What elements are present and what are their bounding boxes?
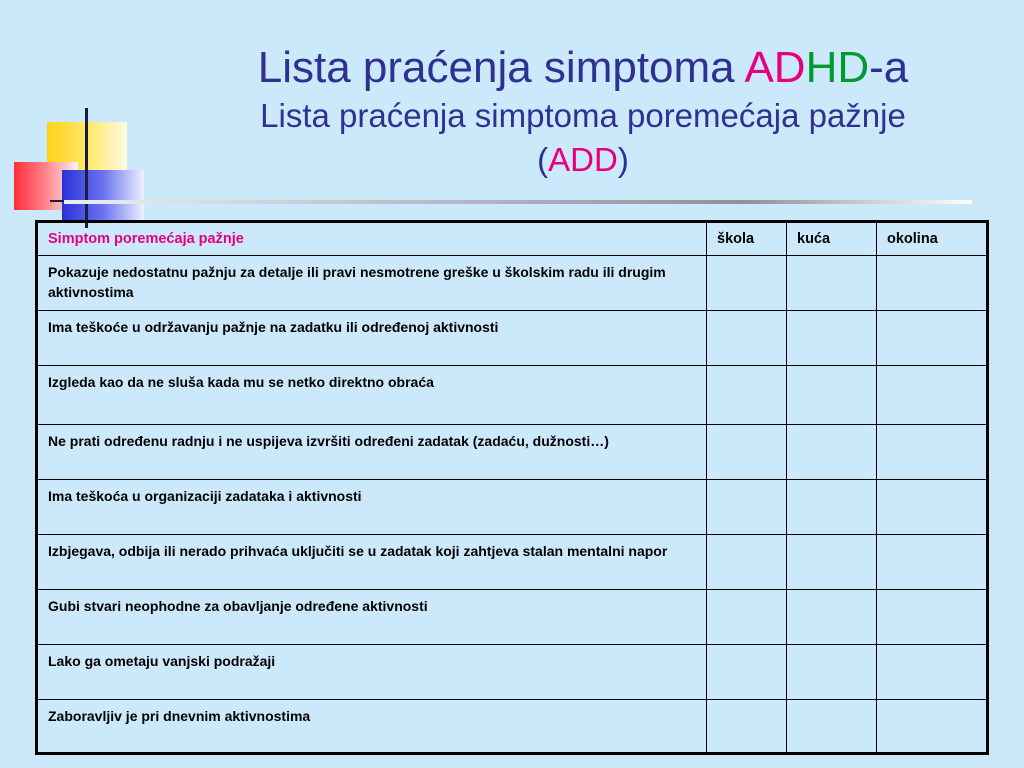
title-underline-rule [64, 200, 972, 204]
title-ad: AD [744, 43, 806, 92]
subtitle-add: ADD [548, 141, 618, 178]
title-hd: HD [805, 43, 870, 92]
okolina-cell[interactable] [877, 700, 988, 754]
okolina-cell[interactable] [877, 366, 988, 425]
subtitle-add-line [190, 138, 976, 182]
table-row [37, 480, 988, 535]
symptom-cell: Izgleda kao da ne sluša kada mu se netko direktno obraća [37, 366, 707, 425]
okolina-cell[interactable] [877, 645, 988, 700]
okolina-cell[interactable] [877, 535, 988, 590]
table-row [37, 645, 988, 700]
okolina-cell[interactable] [877, 311, 988, 366]
skola-cell[interactable] [707, 425, 787, 480]
title-suffix: -a [869, 43, 909, 92]
symptom-cell: Lako ga ometaju vanjski podražaji [37, 645, 707, 700]
title-line-1 [190, 42, 976, 94]
table-header-row [37, 222, 988, 256]
skola-cell[interactable] [707, 645, 787, 700]
symptom-cell: Izbjegava, odbija ili nerado prihvaća uključiti se u zadatak koji zahtjeva stalan mentalni napor [37, 535, 707, 590]
symptom-cell: Gubi stvari neophodne za obavljanje određene aktivnosti [37, 590, 707, 645]
symptom-cell: Ne prati određenu radnju i ne uspijeva izvršiti određeni zadatak (zadaću, dužnosti…) [37, 425, 707, 480]
symptom-cell: Ima teškoće u održavanju pažnje na zadatku ili određenoj aktivnosti [37, 311, 707, 366]
table-row [37, 256, 988, 311]
symptom-cell: Zaboravljiv je pri dnevnim aktivnostima [37, 700, 707, 754]
skola-cell[interactable] [707, 256, 787, 311]
title-text: Lista praćenja simptoma [257, 43, 745, 92]
okolina-cell[interactable] [877, 480, 988, 535]
header-okolina: okolina [877, 222, 988, 256]
skola-cell[interactable] [707, 311, 787, 366]
paren-open: ( [537, 141, 549, 178]
logo-vertical-line [85, 108, 88, 228]
okolina-cell[interactable] [877, 425, 988, 480]
kuca-cell[interactable] [787, 535, 877, 590]
header-kuca: kuća [787, 222, 877, 256]
kuca-cell[interactable] [787, 425, 877, 480]
kuca-cell[interactable] [787, 645, 877, 700]
symptom-checklist-table [35, 220, 989, 755]
paren-close: ) [617, 141, 629, 178]
table-row [37, 590, 988, 645]
table-row [37, 366, 988, 425]
symptom-cell: Ima teškoća u organizaciji zadataka i aktivnosti [37, 480, 707, 535]
okolina-cell[interactable] [877, 256, 988, 311]
header-skola: škola [707, 222, 787, 256]
skola-cell[interactable] [707, 535, 787, 590]
kuca-cell[interactable] [787, 256, 877, 311]
logo-blue-square [62, 170, 144, 222]
symptom-cell: Pokazuje nedostatnu pažnju za detalje ili pravi nesmotrene greške u školskim radu ili drugim aktivnostima [37, 256, 707, 311]
skola-cell[interactable] [707, 590, 787, 645]
kuca-cell[interactable] [787, 311, 877, 366]
subtitle-line: Lista praćenja simptoma poremećaja pažnje [260, 97, 906, 134]
table-row [37, 700, 988, 754]
skola-cell[interactable] [707, 700, 787, 754]
table-row [37, 425, 988, 480]
table-row [37, 311, 988, 366]
skola-cell[interactable] [707, 480, 787, 535]
okolina-cell[interactable] [877, 590, 988, 645]
slide-title [190, 42, 976, 182]
header-symptom: Simptom poremećaja pažnje [37, 222, 707, 256]
kuca-cell[interactable] [787, 590, 877, 645]
skola-cell[interactable] [707, 366, 787, 425]
kuca-cell[interactable] [787, 700, 877, 754]
kuca-cell[interactable] [787, 366, 877, 425]
kuca-cell[interactable] [787, 480, 877, 535]
table-row [37, 535, 988, 590]
